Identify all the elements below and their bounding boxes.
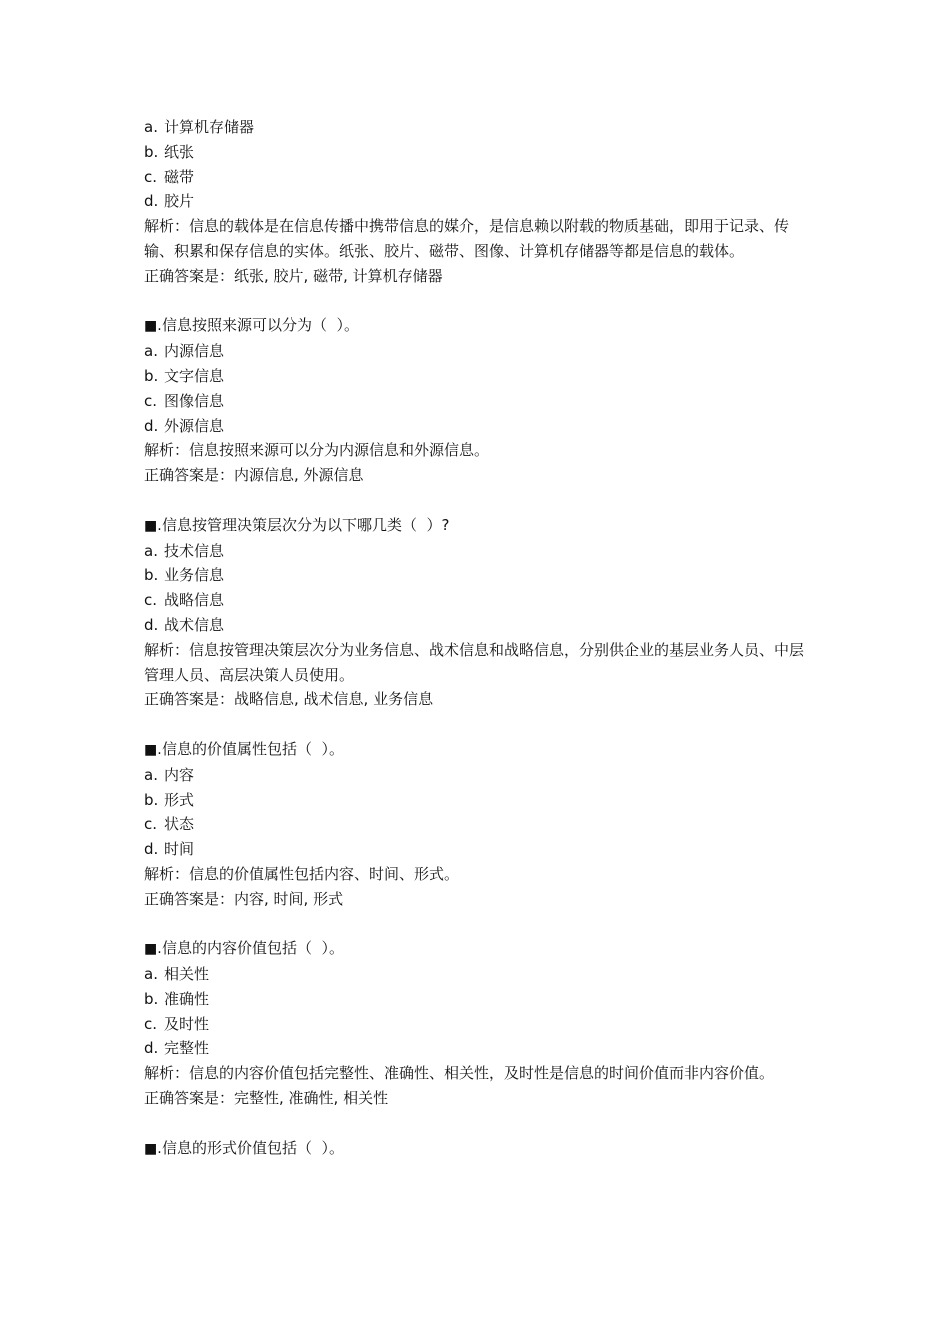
- option-row: [144, 140, 810, 165]
- option-text: 文字信息: [164, 366, 225, 385]
- option-row: [144, 1036, 810, 1061]
- option-text: 外源信息: [164, 416, 225, 435]
- option-text: 内容: [164, 765, 195, 784]
- option-row: [144, 539, 810, 564]
- option-row: [144, 1012, 810, 1037]
- analysis-text: 解析：信息的内容价值包括完整性、准确性、相关性，及时性是信息的时间价值而非内容价值。: [144, 1064, 775, 1083]
- option-row: [144, 962, 810, 987]
- analysis-text: 解析：信息的载体是在信息传播中携带信息的媒介，是信息赖以附载的物质基础，即用于记录、传输、积累和保存信息的实体。纸张、胶片、磁带、图像、计算机存储器等都是信息的载体。: [144, 217, 790, 260]
- option-letter: b.: [144, 989, 159, 1008]
- option-text: 业务信息: [164, 566, 225, 585]
- option-letter: a.: [144, 118, 158, 136]
- option-row: [144, 987, 810, 1012]
- option-letter: c.: [144, 591, 158, 610]
- option-letter: c.: [144, 391, 158, 410]
- analysis-text: 解析：信息按管理决策层次分为业务信息、战术信息和战略信息，分别供企业的基层业务人员、中层管理人员、高层决策人员使用。: [144, 640, 805, 684]
- option-row: [144, 763, 810, 788]
- option-letter: d.: [144, 192, 159, 211]
- option-letter: d.: [144, 416, 159, 435]
- option-row: [144, 389, 810, 414]
- option-text: 相关性: [164, 965, 210, 984]
- question-stem: 信息的形式价值包括（ ）。: [162, 1138, 345, 1157]
- question-stem-row: [144, 737, 810, 763]
- spacer: [144, 712, 810, 737]
- question-marker: ■.: [144, 1140, 162, 1157]
- spacer: [144, 488, 810, 513]
- option-letter: b.: [144, 790, 159, 809]
- spacer: [144, 289, 810, 314]
- option-row: [144, 165, 810, 190]
- analysis-text: 解析：信息的价值属性包括内容、时间、形式。: [144, 864, 460, 883]
- spacer: [144, 1111, 810, 1136]
- analysis-text: 解析：信息按照来源可以分为内源信息和外源信息。: [144, 441, 490, 460]
- option-text: 图像信息: [164, 391, 225, 410]
- option-text: 准确性: [164, 989, 210, 1008]
- option-row: [144, 339, 810, 364]
- option-letter: d.: [144, 615, 159, 634]
- option-text: 胶片: [164, 192, 195, 211]
- option-text: 完整性: [164, 1039, 210, 1058]
- option-letter: b.: [144, 566, 159, 585]
- option-text: 技术信息: [164, 541, 225, 560]
- option-text: 形式: [164, 790, 195, 809]
- question-block: [144, 513, 810, 712]
- option-text: 纸张: [164, 142, 195, 161]
- option-text: 计算机存储器: [164, 118, 255, 136]
- option-text: 内源信息: [164, 342, 225, 361]
- question-stem-row: [144, 936, 810, 962]
- answer-text: 正确答案是：完整性, 准确性, 相关性: [144, 1089, 389, 1108]
- answer-text: 正确答案是：内源信息, 外源信息: [144, 466, 364, 485]
- option-text: 战略信息: [164, 591, 225, 610]
- spacer: [144, 912, 810, 937]
- option-letter: c.: [144, 815, 158, 834]
- question-marker: ■.: [144, 741, 162, 758]
- question-block: [144, 936, 810, 1111]
- question-stem-row: [144, 513, 810, 539]
- question-stem: 信息按照来源可以分为（ ）。: [162, 316, 360, 335]
- question-block: [144, 737, 810, 912]
- option-letter: c.: [144, 1014, 158, 1033]
- option-letter: a.: [144, 965, 158, 984]
- question-stem: 信息按管理决策层次分为以下哪几类（ ）?: [162, 515, 450, 534]
- lead-block: [144, 115, 810, 289]
- option-text: 及时性: [164, 1014, 210, 1033]
- answer-text: 正确答案是：战略信息, 战术信息, 业务信息: [144, 690, 434, 709]
- option-text: 战术信息: [164, 615, 225, 634]
- question-stem-row: [144, 1136, 810, 1162]
- option-row: [144, 115, 810, 140]
- option-letter: b.: [144, 366, 159, 385]
- option-letter: b.: [144, 142, 159, 161]
- option-row: [144, 364, 810, 389]
- option-row: [144, 788, 810, 813]
- option-row: [144, 588, 810, 613]
- question-marker: ■.: [144, 517, 162, 534]
- option-letter: a.: [144, 342, 158, 361]
- option-row: [144, 812, 810, 837]
- question-marker: ■.: [144, 318, 162, 335]
- question-stem: 信息的价值属性包括（ ）。: [162, 739, 345, 758]
- option-letter: c.: [144, 167, 158, 186]
- answer-text: 正确答案是：内容, 时间, 形式: [144, 889, 344, 908]
- option-text: 时间: [164, 840, 195, 859]
- question-block: [144, 1136, 810, 1162]
- option-letter: a.: [144, 541, 158, 560]
- option-letter: d.: [144, 1039, 159, 1058]
- option-row: [144, 613, 810, 638]
- answer-text: 正确答案是：纸张, 胶片, 磁带, 计算机存储器: [144, 266, 443, 285]
- option-letter: a.: [144, 765, 158, 784]
- option-letter: d.: [144, 840, 159, 859]
- question-marker: ■.: [144, 941, 162, 958]
- question-stem: 信息的内容价值包括（ ）。: [162, 939, 345, 958]
- question-stem-row: [144, 313, 810, 339]
- document-content: [144, 115, 810, 1161]
- option-row: [144, 414, 810, 439]
- option-row: [144, 563, 810, 588]
- option-row: [144, 837, 810, 862]
- question-block: [144, 313, 810, 488]
- option-row: [144, 189, 810, 214]
- option-text: 磁带: [164, 167, 195, 186]
- option-text: 状态: [164, 815, 195, 834]
